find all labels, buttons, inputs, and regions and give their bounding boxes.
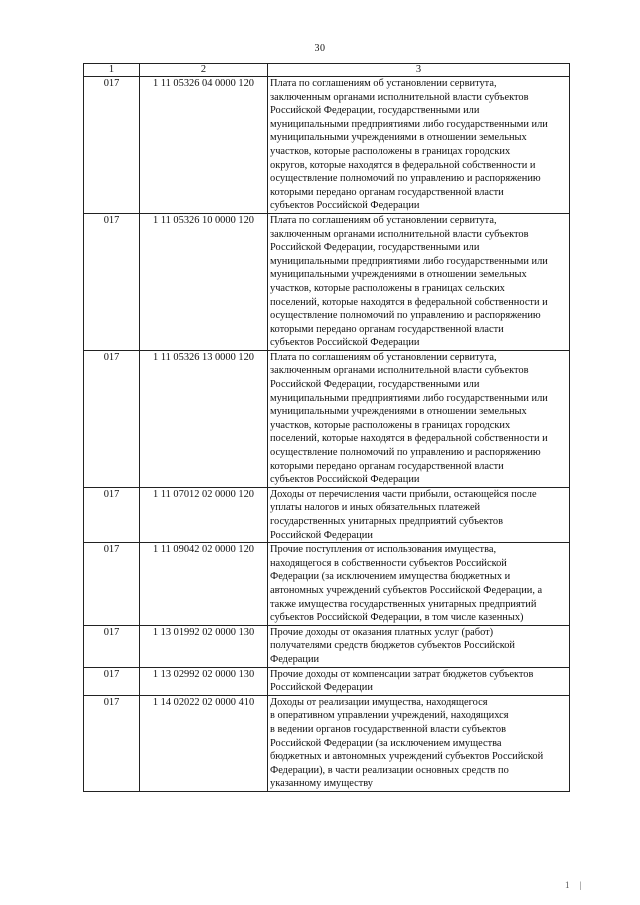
description-line: муниципальными предприятиями либо государственными или: [270, 392, 548, 404]
revenue-description-cell: [268, 487, 570, 542]
admin-code-cell: 017: [84, 350, 140, 487]
description-line: Российской Федерации, государственными или: [270, 379, 480, 391]
admin-code-cell: 017: [84, 213, 140, 350]
description-line: в ведении органов государственной власти субъектов: [270, 723, 507, 735]
column-header-description: 3: [268, 64, 570, 77]
footer-mark: 1 |: [565, 880, 586, 890]
column-header-admin: 1: [84, 64, 140, 77]
budget-classification-code-cell: 1 11 09042 02 0000 120: [140, 543, 268, 626]
description-line: бюджетных и автономных учреждений субъектов Российской: [270, 751, 544, 763]
description-line: которыми передано органам государственной власти: [270, 460, 504, 472]
admin-code-cell: 017: [84, 625, 140, 667]
revenue-description-cell: [268, 350, 570, 487]
description-line: получателями средств бюджетов субъектов Российской: [270, 640, 515, 652]
budget-classification-code-cell: 1 13 01992 02 0000 130: [140, 625, 268, 667]
description-line: находящегося в собственности субъектов Российской: [270, 557, 507, 569]
table-header-row: [84, 64, 570, 77]
admin-code-cell: 017: [84, 487, 140, 542]
description-line: Прочие доходы от оказания платных услуг (работ): [270, 626, 494, 638]
description-line: государственных унитарных предприятий субъектов: [270, 516, 504, 527]
table-body: [84, 77, 570, 792]
admin-code-cell: 017: [84, 695, 140, 791]
description-line: Российской Федерации: [270, 682, 373, 694]
description-line: Плата по соглашениям об установлении сервитута,: [270, 351, 497, 363]
table-row: [84, 350, 570, 487]
description-line: Плата по соглашениям об установлении сервитута,: [270, 214, 497, 226]
admin-code-cell: 017: [84, 77, 140, 214]
description-line: осуществление полномочий по управлению и распоряжению: [270, 173, 541, 185]
budget-classification-code-cell: 1 11 07012 02 0000 120: [140, 487, 268, 542]
admin-code-cell: 017: [84, 543, 140, 626]
table-row: [84, 625, 570, 667]
description-line: поселений, которые находятся в федеральной собственности и: [270, 433, 548, 445]
description-line: автономных учреждений субъектов Российской Федерации, а: [270, 584, 543, 596]
description-line: осуществление полномочий по управлению и распоряжению: [270, 310, 541, 322]
description-line: муниципальными предприятиями либо государственными или: [270, 118, 548, 130]
description-line: муниципальными учреждениями в отношении земельных: [270, 132, 527, 144]
description-line: заключенным органами исполнительной власти субъектов: [270, 228, 529, 240]
description-line: муниципальными предприятиями либо государственными или: [270, 255, 548, 267]
budget-classification-code-cell: 1 14 02022 02 0000 410: [140, 695, 268, 791]
budget-classification-code-cell: 1 11 05326 13 0000 120: [140, 350, 268, 487]
description-line: субъектов Российской Федерации: [270, 474, 420, 486]
table-row: [84, 667, 570, 695]
revenue-description-cell: [268, 77, 570, 214]
description-line: муниципальными учреждениями в отношении земельных: [270, 406, 527, 418]
description-line: Доходы от реализации имущества, находящегося: [270, 696, 488, 708]
description-line: Российской Федерации: [270, 529, 373, 541]
description-line: заключенным органами исполнительной власти субъектов: [270, 91, 529, 103]
revenue-description-cell: [268, 543, 570, 626]
description-line: Федерации), в части реализации основных средств по: [270, 764, 509, 776]
description-line: осуществление полномочий по управлению и распоряжению: [270, 447, 541, 459]
description-line: Прочие поступления от использования имущества,: [270, 544, 497, 556]
description-line: субъектов Российской Федерации, в том числе казенных): [270, 612, 524, 624]
description-line: Российской Федерации, государственными или: [270, 105, 480, 117]
description-line: поселений, которые находятся в федеральной собственности и: [270, 296, 548, 308]
table-row: [84, 77, 570, 214]
revenue-description-cell: [268, 695, 570, 791]
description-line: Федерации (за исключением имущества бюджетных и: [270, 571, 511, 583]
budget-classification-code-cell: 1 11 05326 04 0000 120: [140, 77, 268, 214]
description-line: Плата по соглашениям об установлении сервитута,: [270, 78, 497, 89]
budget-classification-code-cell: 1 13 02992 02 0000 130: [140, 667, 268, 695]
description-line: Российской Федерации (за исключением имущества: [270, 737, 502, 749]
column-header-code: 2: [140, 64, 268, 77]
revenue-description-cell: [268, 667, 570, 695]
revenue-description-cell: [268, 213, 570, 350]
admin-code-cell: 017: [84, 667, 140, 695]
description-line: также имущества государственных унитарных предприятий: [270, 598, 537, 610]
description-line: Российской Федерации, государственными или: [270, 242, 480, 254]
description-line: Прочие доходы от компенсации затрат бюджетов субъектов: [270, 668, 534, 680]
description-line: заключенным органами исполнительной власти субъектов: [270, 365, 529, 377]
description-line: участков, которые расположены в границах сельских: [270, 282, 505, 294]
description-line: уплаты налогов и иных обязательных платежей: [270, 502, 481, 514]
description-line: которыми передано органам государственной власти: [270, 186, 504, 198]
description-line: участков, которые расположены в границах городских: [270, 419, 511, 431]
description-line: Доходы от перечисления части прибыли, остающейся после: [270, 488, 537, 500]
table-row: [84, 487, 570, 542]
description-line: указанному имуществу: [270, 778, 374, 790]
page-number: 30: [314, 43, 326, 54]
revenue-description-cell: [268, 625, 570, 667]
description-line: участков, которые расположены в границах городских: [270, 145, 511, 157]
description-line: в оперативном управлении учреждений, находящихся: [270, 710, 509, 722]
description-line: округов, которые находятся в федеральной собственности и: [270, 159, 536, 171]
table-row: [84, 695, 570, 791]
budget-classification-code-cell: 1 11 05326 10 0000 120: [140, 213, 268, 350]
description-line: Федерации: [270, 653, 320, 665]
description-line: которыми передано органам государственной власти: [270, 323, 504, 335]
table-row: [84, 543, 570, 626]
table-row: [84, 213, 570, 350]
description-line: муниципальными учреждениями в отношении земельных: [270, 269, 527, 281]
description-line: субъектов Российской Федерации: [270, 337, 420, 349]
description-line: субъектов Российской Федерации: [270, 200, 420, 212]
budget-codes-table: [83, 63, 570, 792]
